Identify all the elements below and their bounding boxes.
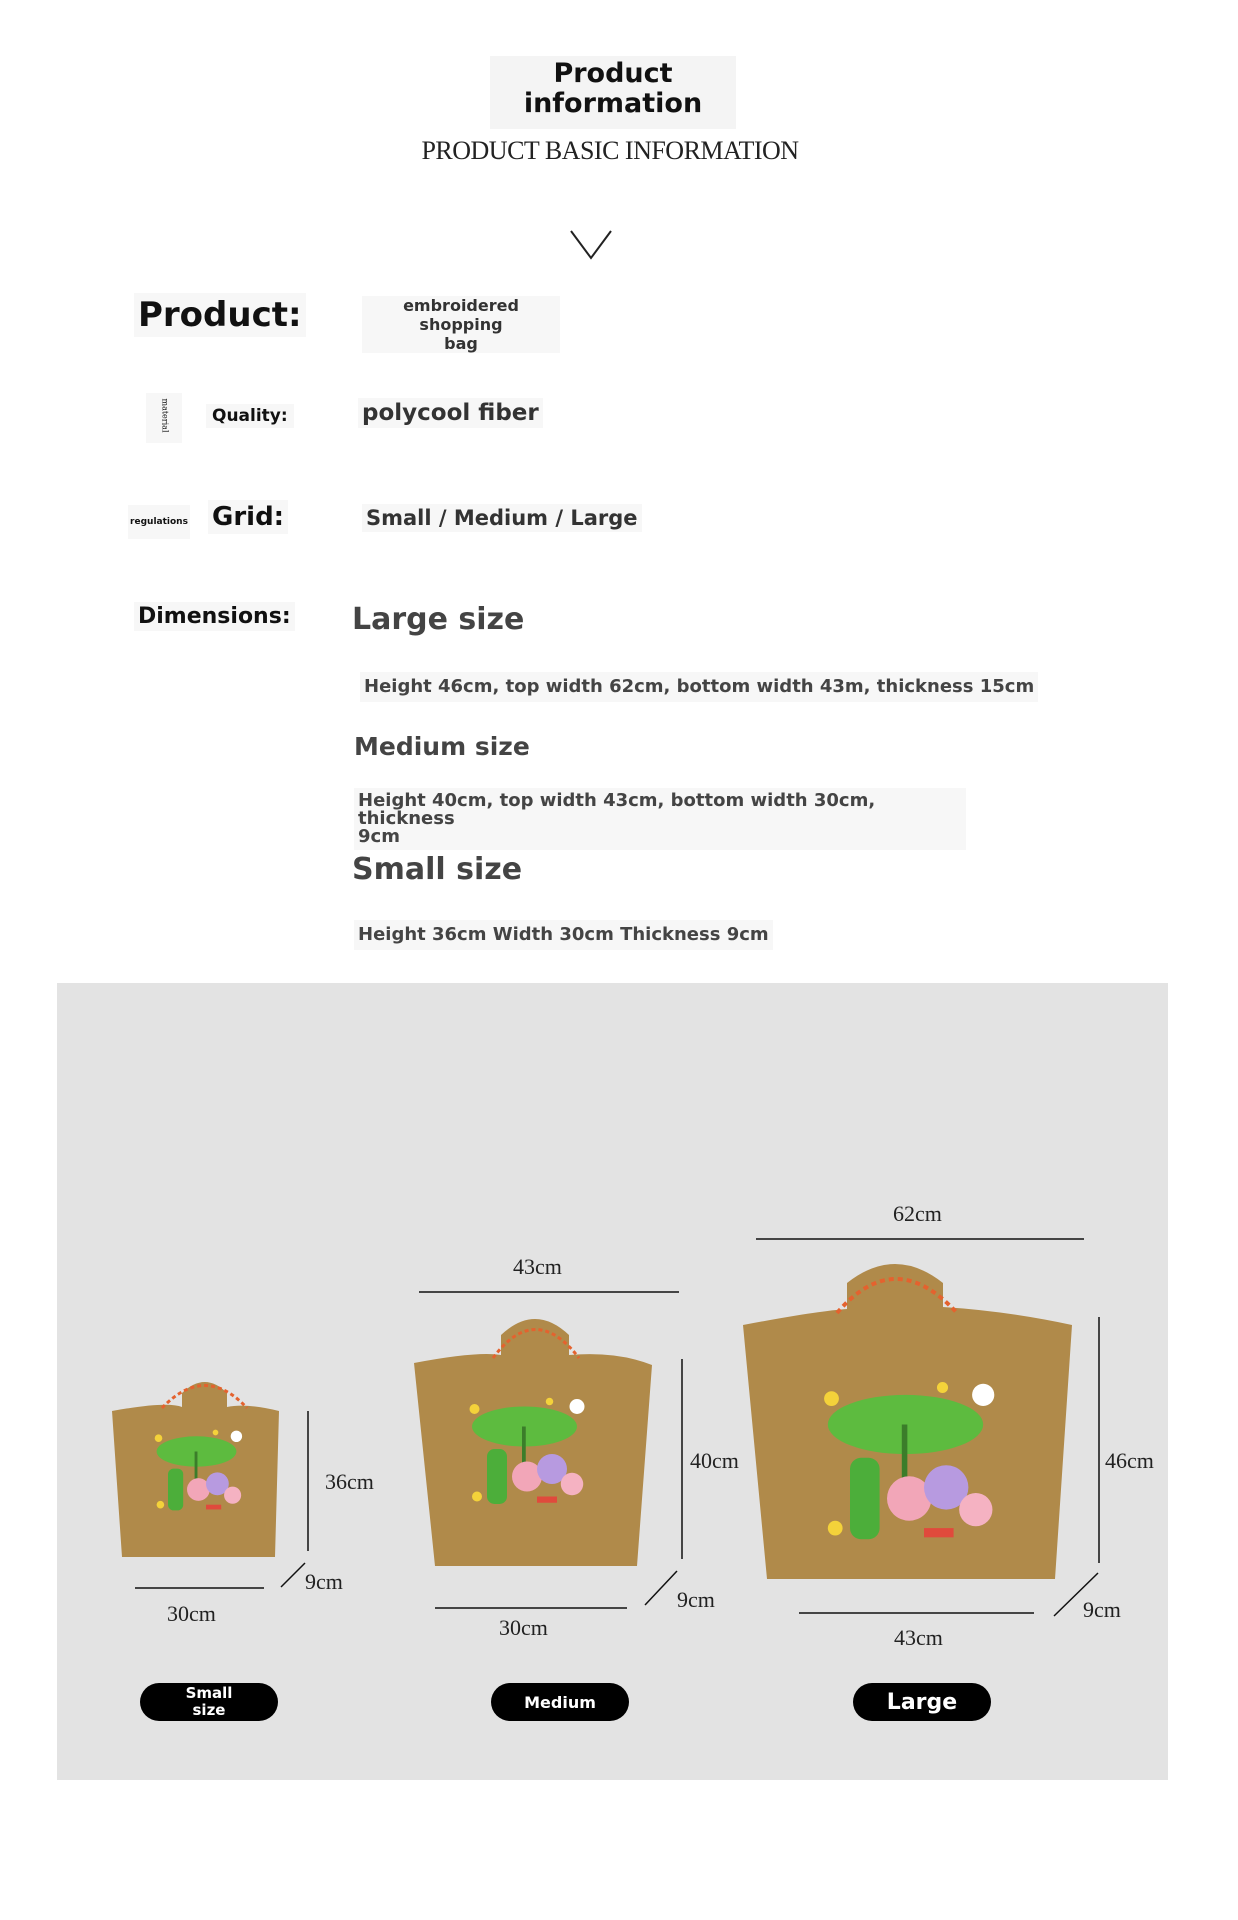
large-bag-illustration [743, 1264, 1072, 1579]
medium-size-desc-line-1: Height 40cm, top width 43cm, bottom width 30cm, thickness [358, 790, 876, 829]
large-size-heading: Large size [352, 602, 525, 637]
large-depth-label: 9cm [1083, 1597, 1121, 1622]
small-pill-line-1: Small [185, 1684, 233, 1702]
medium-size-pill: Medium [491, 1683, 629, 1721]
medium-bag-illustration [414, 1319, 652, 1566]
quality-label: Quality: [206, 404, 294, 428]
large-size-pill: Large [853, 1683, 991, 1721]
large-size-desc: Height 46cm, top width 62cm, bottom width 43m, thickness 15cm [360, 672, 1038, 702]
material-tag-text: material [160, 398, 170, 433]
small-bag-illustration [112, 1382, 279, 1557]
page-title [490, 56, 736, 129]
medium-depth-label: 9cm [677, 1587, 715, 1612]
product-label: Product: [134, 293, 306, 337]
medium-size-desc-line-2: 9cm [358, 826, 400, 847]
large-top-label: 62cm [893, 1201, 942, 1226]
material-tag [146, 393, 182, 443]
title-line-1: Product [553, 58, 673, 89]
small-size-heading: Small size [352, 852, 523, 887]
product-value [362, 296, 560, 353]
small-depth-label: 9cm [305, 1569, 343, 1594]
medium-height-label: 40cm [690, 1448, 739, 1473]
large-bottom-label: 43cm [894, 1625, 943, 1650]
medium-top-label: 43cm [513, 1254, 562, 1279]
dimensions-label: Dimensions: [134, 602, 295, 631]
product-value-line-2: bag [444, 334, 478, 353]
medium-size-heading: Medium size [354, 732, 530, 761]
size-comparison-panel [57, 983, 1168, 1780]
quality-value: polycool fiber [358, 398, 543, 428]
small-size-desc: Height 36cm Width 30cm Thickness 9cm [354, 920, 773, 950]
small-size-pill [140, 1683, 278, 1721]
page-subtitle: PRODUCT BASIC INFORMATION [421, 136, 799, 165]
small-height-label: 36cm [325, 1469, 374, 1494]
small-bottom-label: 30cm [167, 1601, 216, 1626]
medium-bottom-label: 30cm [499, 1615, 548, 1640]
title-line-2: information [523, 88, 703, 119]
grid-value: Small / Medium / Large [362, 504, 642, 532]
medium-size-desc [354, 788, 966, 850]
large-height-label: 46cm [1105, 1448, 1154, 1473]
product-value-line-1: embroidered shopping [403, 296, 519, 334]
size-diagram-graphics [57, 983, 1168, 1780]
chevron-down-icon [570, 230, 612, 260]
regulations-tag: regulations [128, 505, 190, 539]
grid-label: Grid: [208, 500, 288, 534]
small-pill-line-2: size [192, 1701, 226, 1719]
